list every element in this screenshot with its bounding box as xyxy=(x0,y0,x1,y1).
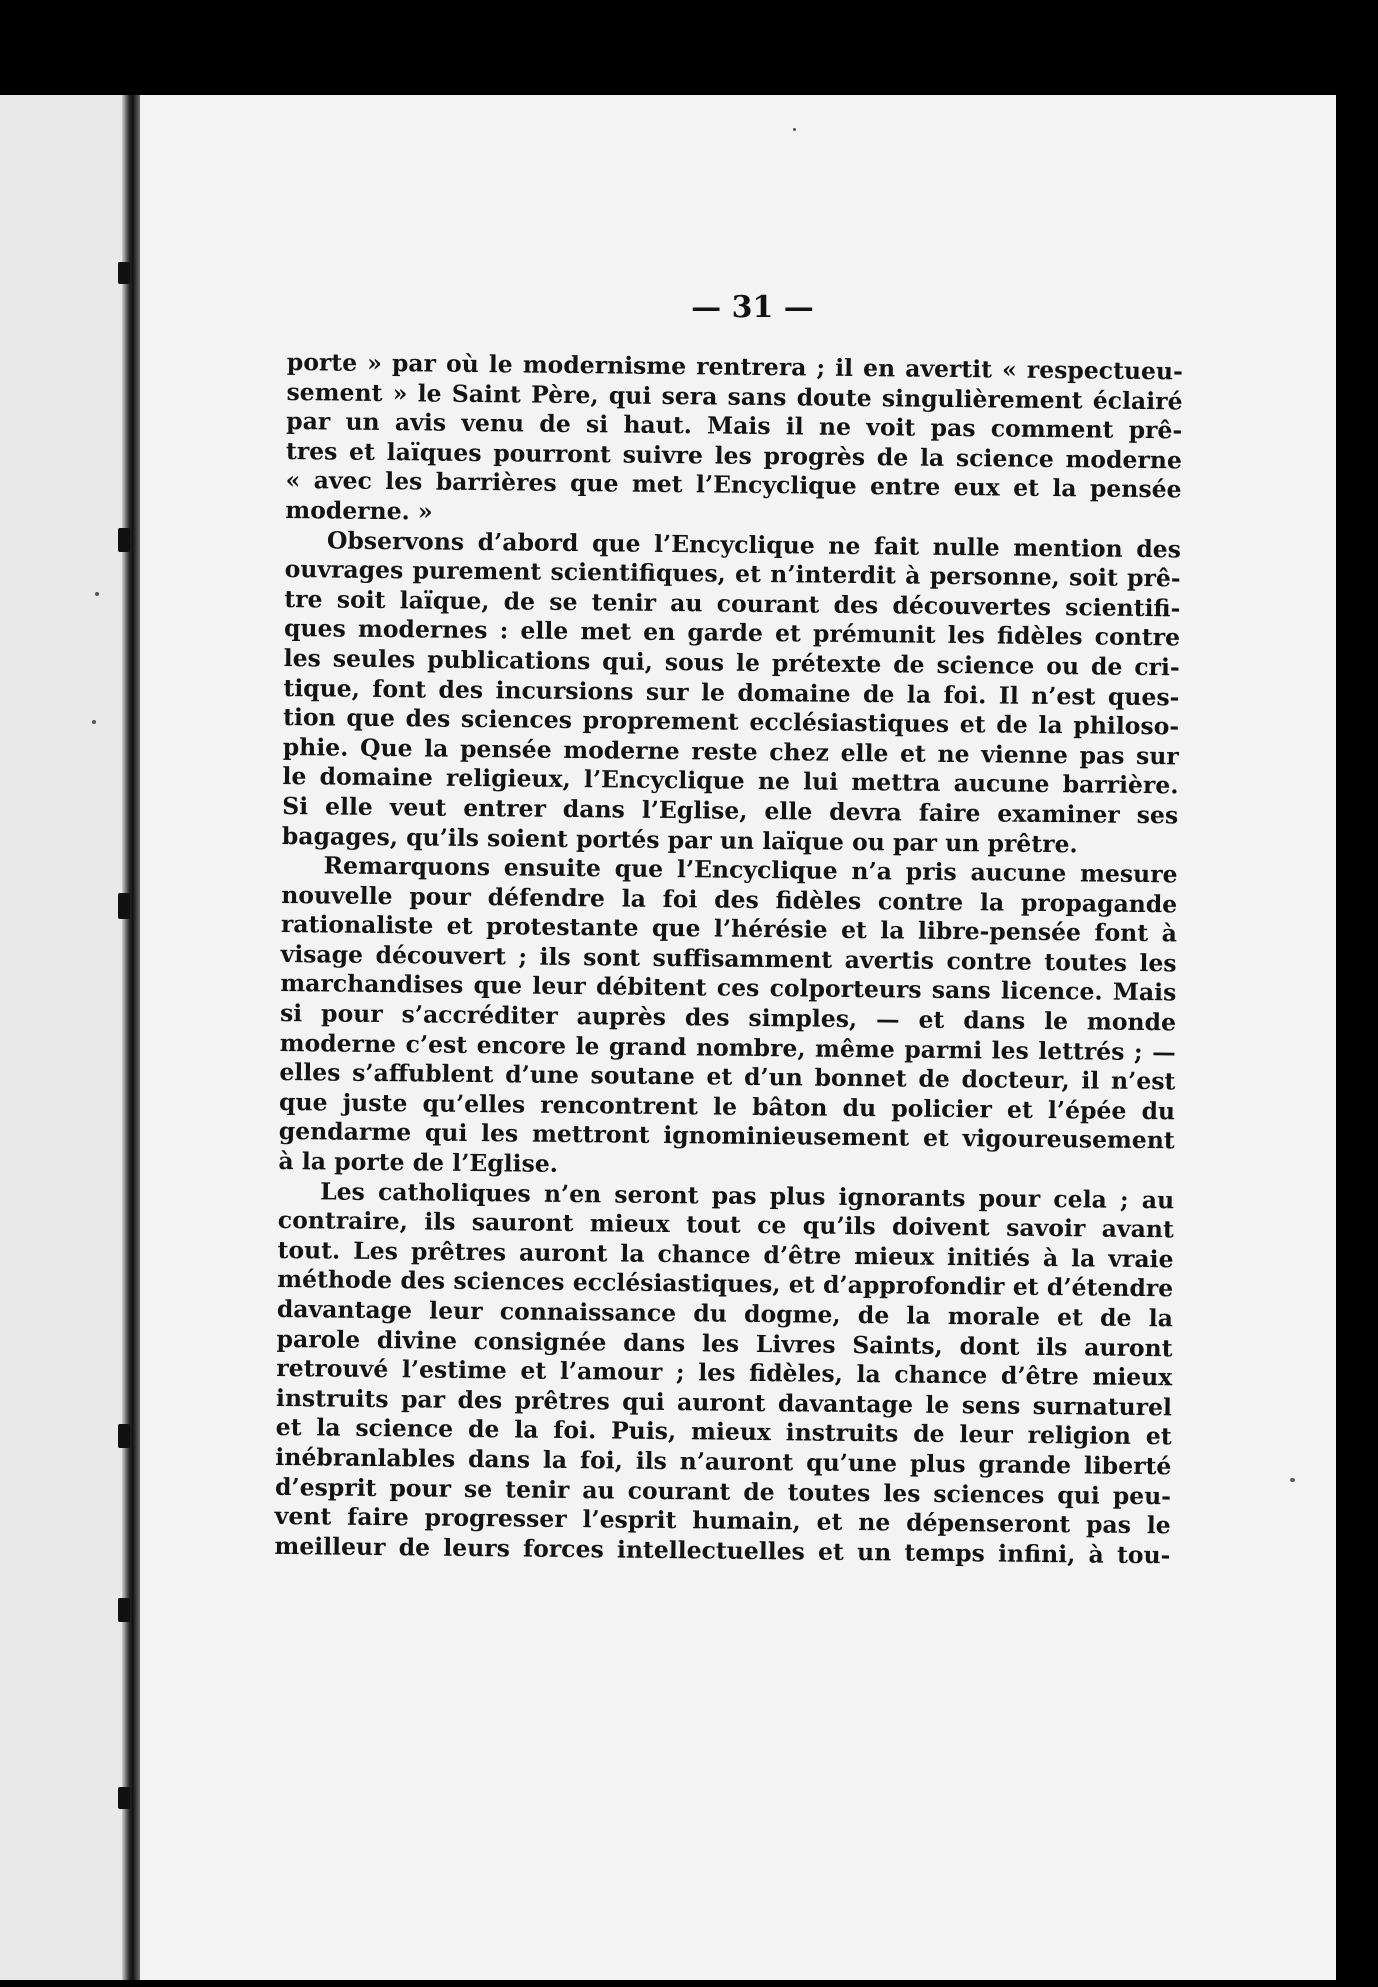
text-line: ouvrages purement scientifiques, et n’interdit à personne, soit prê- xyxy=(284,555,1181,593)
text-line: que juste qu’elles rencontrent le bâton du policier et l’épée du xyxy=(278,1087,1176,1126)
text-line: visage découvert ; ils sont suffisamment avertis contre toutes les xyxy=(280,939,1177,978)
text-line: par un avis venu de si haut. Mais il ne voit pas comment prê- xyxy=(286,407,1183,445)
text-line: elles s’affublent d’une soutane et d’un bonnet de docteur, il n’est xyxy=(279,1058,1176,1096)
text-line: porte » par où le modernisme rentrera ; il en avertit « respectueu- xyxy=(286,348,1183,386)
text-line: moderne c’est encore le grand nombre, même parmi les lettrés ; — xyxy=(279,1028,1176,1067)
text-line: Remarquons ensuite que l’Encyclique n’a pris aucune mesure xyxy=(323,851,1178,889)
text-line: d’esprit pour se tenir au courant de toutes les sciences qui peu- xyxy=(274,1472,1172,1510)
spine-mark xyxy=(118,262,130,284)
text-line: rationaliste et protestante que l’hérésie et la libre-pensée font à xyxy=(280,910,1178,948)
paper-speck xyxy=(1290,1478,1295,1482)
paper-speck xyxy=(95,592,99,596)
text-line: contraire, ils sauront mieux tout ce qu’ils doivent savoir avant xyxy=(277,1206,1174,1244)
text-line: retrouvé l’estime et l’amour ; les fidèles, la chance d’être mieux xyxy=(276,1354,1173,1392)
text-line: vent faire progresser l’esprit humain, et ne dépenseront pas le xyxy=(274,1502,1171,1540)
text-line: tout. Les prêtres auront la chance d’être mieux initiés à la vraie xyxy=(277,1235,1174,1274)
text-line: tion que des sciences proprement ecclésiastiques et de la philoso- xyxy=(282,703,1180,741)
page-outer-edge xyxy=(1336,95,1378,1980)
spine-mark xyxy=(118,528,130,552)
text-line: meilleur de leurs forces intellectuelles et un temps infini, à tou- xyxy=(274,1531,1171,1570)
text-line: Si elle veut entrer dans l’Eglise, elle devra faire examiner ses xyxy=(282,791,1179,830)
paper-speck xyxy=(92,720,96,724)
text-line: si pour s’accréditer auprès des simples, — et dans le monde xyxy=(279,999,1177,1037)
text-line: gendarme qui les mettront ignominieusement et vigoureusement xyxy=(278,1117,1175,1155)
body-text xyxy=(274,348,1183,1571)
text-line: les seules publications qui, sous le prétexte de science ou de cri- xyxy=(283,643,1180,682)
text-line: tres et laïques pourront suivre les progrès de la science moderne xyxy=(285,436,1183,475)
spine-mark xyxy=(118,1598,130,1622)
text-line: Les catholiques n’en seront pas plus ignorants pour cela ; au xyxy=(320,1177,1175,1214)
text-line: méthode des sciences ecclésiastiques, et d’approfondir et d’étendre xyxy=(277,1265,1174,1303)
spine-mark xyxy=(118,1424,130,1448)
text-line: marchandises que leur débitent ces colporteurs sans licence. Mais xyxy=(280,969,1177,1007)
text-line: tique, font des incursions sur le domaine de la foi. Il n’est ques- xyxy=(283,673,1180,711)
book-spine xyxy=(122,95,140,1980)
text-line: instruits par des prêtres qui auront davantage le sens surnaturel xyxy=(275,1383,1173,1422)
text-line: phie. Que la pensée moderne reste chez elle et ne vienne pas sur xyxy=(282,732,1179,771)
paper-speck xyxy=(793,128,796,131)
text-line: bagages, qu’ils soient portés par un laïque ou par un prêtre. xyxy=(281,821,1078,858)
text-line: tre soit laïque, de se tenir au courant des découvertes scientifi- xyxy=(284,584,1181,623)
text-line: inébranlables dans la foi, ils n’auront qu’une plus grande liberté xyxy=(275,1442,1172,1481)
text-line: le domaine religieux, l’Encyclique ne lui mettra aucune barrière. xyxy=(282,762,1179,800)
text-line: « avec les barrières que met l’Encyclique entre eux et la pensée xyxy=(285,466,1182,504)
page-number: — 31 — xyxy=(691,290,814,325)
spine-mark xyxy=(118,1787,130,1809)
text-line: sement » le Saint Père, qui sera sans doute singulièrement éclairé xyxy=(286,377,1183,415)
text-line: davantage leur connaissance du dogme, de la morale et de la xyxy=(276,1294,1174,1333)
text-line: moderne. » xyxy=(285,495,433,526)
text-line: parole divine consignée dans les Livres Saints, dont ils auront xyxy=(276,1324,1173,1362)
facing-page-strip xyxy=(0,95,135,1980)
text-line: ques modernes : elle met en garde et prémunit les fidèles contre xyxy=(283,614,1181,652)
text-line: nouvelle pour défendre la foi des fidèles contre la propagande xyxy=(281,880,1178,919)
text-line: Observons d’abord que l’Encyclique ne fait nulle mention des xyxy=(326,525,1182,563)
text-line: et la science de la foi. Puis, mieux instruits de leur religion et xyxy=(275,1413,1172,1451)
spine-mark xyxy=(118,893,130,919)
text-line: à la porte de l’Eglise. xyxy=(278,1146,559,1178)
